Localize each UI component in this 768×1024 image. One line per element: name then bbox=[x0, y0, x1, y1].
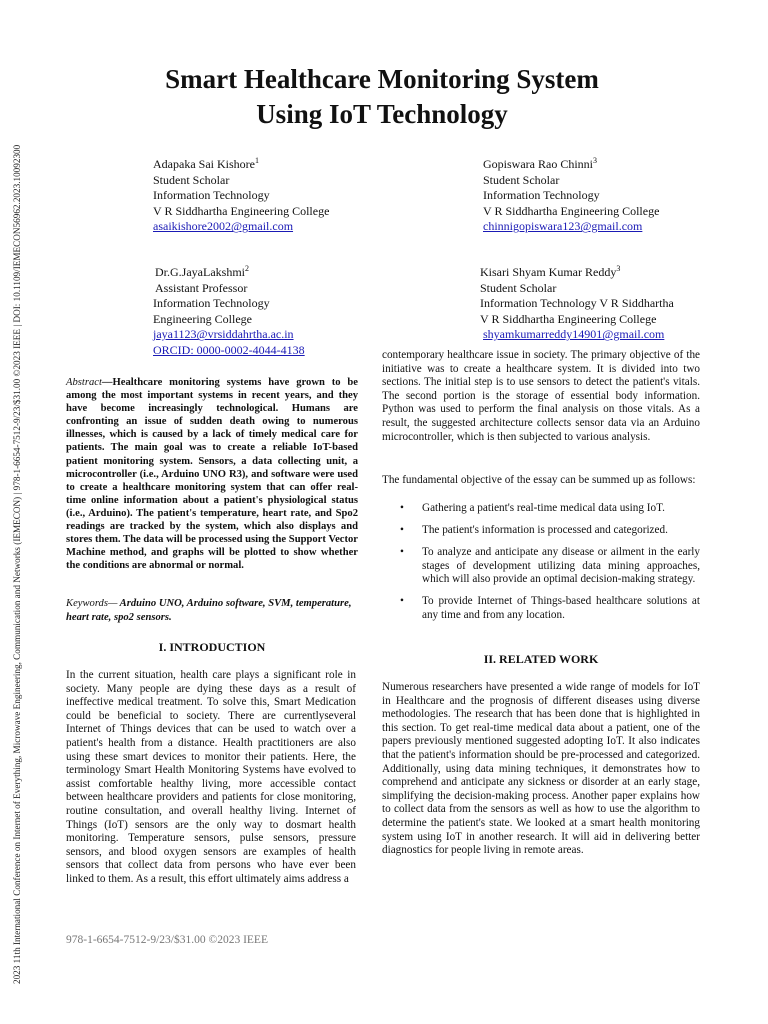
author-role: Student Scholar bbox=[153, 172, 230, 187]
author-email-link[interactable]: shyamkumarreddy14901@gmail.com bbox=[483, 327, 665, 342]
list-item: • To provide Internet of Things-based healthcare solutions at any time and from any location. bbox=[382, 595, 700, 622]
abstract bbox=[66, 376, 358, 572]
author-name: Kisari Shyam Kumar Reddy bbox=[480, 265, 617, 279]
author-role: Student Scholar bbox=[480, 280, 557, 295]
author-role: Student Scholar bbox=[483, 172, 560, 187]
title-line-2: Using IoT Technology bbox=[256, 99, 508, 129]
author-block-1 bbox=[153, 153, 329, 235]
title-line-1: Smart Healthcare Monitoring System bbox=[165, 64, 599, 94]
abstract-text: —Healthcare monitoring systems have grown to be among the most important systems in recent years, and they have become increasingly technological. Humans are confronting an issue of sudden death owing to numerous illnesses, which is caused by a lack of timely medical care for patients. The main goal was to create a reliable IoT-based patient monitoring system. Sensors, a data collecting unit, a microcontroller (i.e., Arduino UNO R3), and software were used to create a healthcare monitoring system that can offer real- time online information about a patient's physiological status (i.e., Arduino). The patient's temperature, heart rate, and Spo2 readings are tracked by the system, which also displays and stores them. The data will be processed using the Support Vector Machine method, and graphs will be plotted to show whether the conditions are abnormal or normal. bbox=[66, 377, 358, 572]
author-affiliation-mark: 1 bbox=[254, 156, 259, 165]
author-dept: Information Technology bbox=[153, 296, 270, 311]
author-role: Assistant Professor bbox=[155, 280, 248, 295]
author-affiliation-mark: 2 bbox=[244, 264, 249, 273]
keywords-label: Keywords— bbox=[66, 598, 118, 609]
author-name: Adapaka Sai Kishore bbox=[153, 157, 255, 171]
author-college: V R Siddhartha Engineering College bbox=[153, 203, 330, 218]
right-paragraph-2: The fundamental objective of the essay can be summed up as follows: bbox=[382, 474, 696, 486]
introduction-text: In the current situation, health care plays a significant role in society. Many people are dying these days as a result of ineffective medical treatment. To solve this, Smart Medication could be beneficial to society. There are currentlyseveral Internet of Things devices that can be used to watch over a patient's health from a distance. Health practitioners are also using these smart devices to monitor their patients. Here, the terminology Smart Health Monitoring Systems have evolved to assist comfortable healthy living, more accessible contact between healthcare providers and patients for close monitoring, routine consultation, and overall healthy living. Internet of Things (IoT) sensors are the only way to dosmart health monitoring. Temperature sensors, pulse sensors, pressure sensors, and blood oxygen sensors are examples of health sensors that collect data from persons who have ever been linked to them. As a result, this effort ultimately aims address a bbox=[66, 669, 356, 885]
section-heading-related-work: II. RELATED WORK bbox=[483, 652, 599, 666]
side-banner-citation: 2023 11th International Conference on Internet of Everything, Microwave Engineering, Communication and Networks (IEMECON) | 978-1-6654-7512-9/23/$31.00 ©2023 IEEE | DOI: 10.1109/IEMECON56962.2023.10092300 bbox=[12, 144, 22, 984]
author-email-link[interactable]: chinnigopiswara123@gmail.com bbox=[483, 219, 643, 234]
paper-title bbox=[60, 62, 704, 132]
related-work-text: Numerous researchers have presented a wide range of models for IoT in Healthcare and the prognosis of different diseases using diverse methodologies. The research that has been done that is highlighted in this section. To get real-time medical data about a patient, one of the papers previously mentioned suggested adopting IoT. It also indicates that the patient's information should be pre-processed and categorized. Additionally, using data mining techniques, it demonstrates how to comprehend and anticipate any sickness or disorder at an early stage, simplifying the decision-making process. Another paper explains how to collect data from the sensors as well as how to use the algorithm to determine the patient's state. We looked at a smart health monitoring system using IoT in another research. It will aid in delivering better diagnostics for people living in remote areas. bbox=[382, 681, 700, 857]
list-item: • Gathering a patient's real-time medical data using IoT. bbox=[382, 502, 700, 516]
author-affiliation-mark: 3 bbox=[593, 156, 597, 165]
author-college: V R Siddhartha Engineering College bbox=[480, 311, 657, 326]
keywords-text: Arduino UNO, Arduino software, SVM, temperature, heart rate, spo2 sensors. bbox=[66, 598, 352, 623]
author-name: Gopiswara Rao Chinni bbox=[483, 157, 593, 171]
author-college: Engineering College bbox=[153, 311, 252, 326]
author-email-link[interactable]: asaikishore2002@gmail.com bbox=[153, 219, 294, 234]
section-heading-introduction: I. INTRODUCTION bbox=[158, 640, 266, 654]
author-dept: Information Technology bbox=[153, 188, 270, 203]
author-orcid-link[interactable]: ORCID: 0000-0002-4044-4138 bbox=[153, 342, 305, 357]
author-dept: Information Technology bbox=[483, 188, 600, 203]
author-block-2 bbox=[483, 153, 659, 235]
author-name: Dr.G.JayaLakshmi bbox=[155, 265, 245, 279]
author-block-3 bbox=[153, 261, 305, 359]
author-affiliation-mark: 3 bbox=[616, 264, 621, 273]
abstract-label: Abstract bbox=[66, 377, 102, 388]
author-dept: Information Technology V R Siddhartha bbox=[480, 296, 674, 311]
objectives-list bbox=[382, 502, 700, 631]
keywords bbox=[66, 597, 358, 625]
author-email-link[interactable]: jaya1123@vrsiddahrtha.ac.in bbox=[153, 327, 294, 342]
list-item: • To analyze and anticipate any disease or ailment in the early stages of development utilizing data mining approaches, which will also provide an optimal decision-making strategy. bbox=[382, 546, 700, 587]
author-college: V R Siddhartha Engineering College bbox=[483, 203, 660, 218]
list-item: • The patient's information is processed and categorized. bbox=[382, 524, 700, 538]
author-block-4 bbox=[480, 261, 674, 343]
footer-copyright: 978-1-6654-7512-9/23/$31.00 ©2023 IEEE bbox=[66, 934, 268, 946]
right-paragraph-1: contemporary healthcare issue in society. The primary objective of the initiative was to create a healthcare system. It is divided into two sections. The initial step is to use sensors to detect the patient's vitals. The second portion is the storage of essential body information. Python was used to perform the final analysis on those vitals. As a result, the suggested architecture collects sensor data via an Arduino microcontroller, which is then subjected to various analysis. bbox=[382, 349, 700, 443]
